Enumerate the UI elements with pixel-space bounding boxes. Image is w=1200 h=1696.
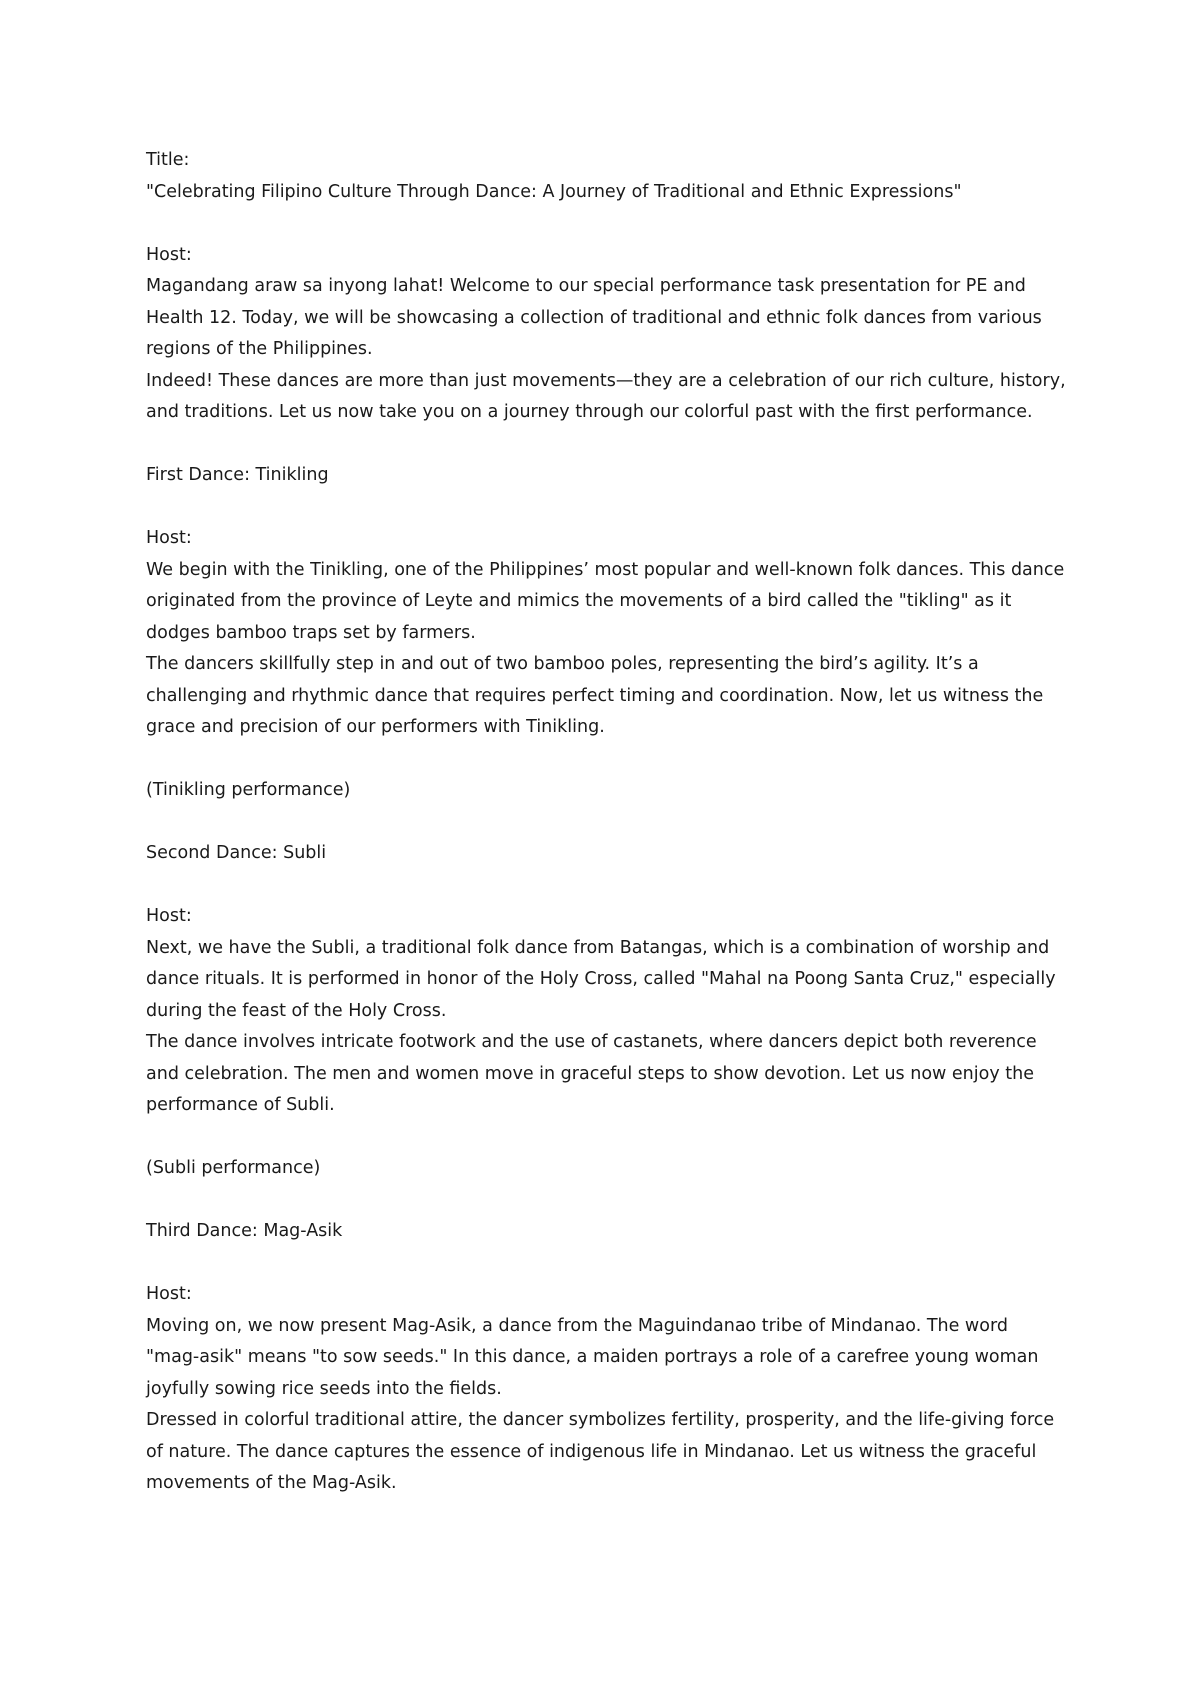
spacer [146,208,1066,240]
dance-heading-mag-asik: Third Dance: Mag-Asik [146,1221,343,1241]
subli-paragraph-1: Next, we have the Subli, a traditional folk dance from Batangas, which is a combination of worship and dance rituals. It is performed in honor of the Holy Cross, called "Mahal na Poong Santa Cruz," especially during the feast of the Holy Cross. [146,937,1056,1021]
spacer [146,1122,1066,1154]
intro-paragraph-2: Indeed! These dances are more than just movements—they are a celebration of our rich culture, history, and traditions. Let us now take you on a journey through our colorful past with the first performance. [146,370,1066,422]
host-label: Host: [146,244,192,265]
title-label: Title: [146,150,190,170]
spacer [146,807,1066,839]
spacer [146,744,1066,776]
host-label: Host: [146,1284,192,1304]
spacer [146,1185,1066,1217]
spacer [146,870,1066,902]
document-body [146,145,1066,1500]
spacer [146,1248,1066,1280]
tinikling-paragraph-2: The dancers skillfully step in and out of two bamboo poles, representing the bird’s agility. It’s a challenging and rhythmic dance that requires perfect timing and coordination. Now, let us witness the grace and precision of our performers with Tinikling. [146,654,1044,737]
performance-note-tinikling: (Tinikling performance) [146,780,351,800]
document-title: "Celebrating Filipino Culture Through Dance: A Journey of Traditional and Ethnic Expressions" [146,181,962,202]
mag-asik-paragraph-2: Dressed in colorful traditional attire, the dancer symbolizes fertility, prosperity, and the life-giving force of nature. The dance captures the essence of indigenous life in Mindanao. Let us witness the graceful movements of the Mag-Asik. [146,1410,1055,1493]
mag-asik-paragraph-1: Moving on, we now present Mag-Asik, a dance from the Maguindanao tribe of Mindanao. The word "mag-asik" means "to sow seeds." In this dance, a maiden portrays a role of a carefree young woman joyfully sowing rice seeds into the fields. [146,1315,1039,1399]
spacer [146,429,1066,461]
tinikling-paragraph-1: We begin with the Tinikling, one of the Philippines’ most popular and well-known folk dances. This dance originated from the province of Leyte and mimics the movements of a bird called the "tikling" as it dodges bamboo traps set by farmers. [146,559,1065,643]
host-label: Host: [146,906,192,926]
dance-heading-subli: Second Dance: Subli [146,843,327,863]
subli-paragraph-2: The dance involves intricate footwork and the use of castanets, where dancers depict both reverence and celebration. The men and women move in graceful steps to show devotion. Let us now enjoy the performance of Subli. [146,1032,1037,1115]
performance-note-subli: (Subli performance) [146,1158,321,1178]
spacer [146,492,1066,524]
host-label: Host: [146,528,192,548]
intro-paragraph-1: Magandang araw sa inyong lahat! Welcome to our special performance task presentation for PE and Health 12. Today, we will be showcasing a collection of traditional and ethnic folk dances from various regions of the Philippines. [146,276,1042,359]
dance-heading-tinikling: First Dance: Tinikling [146,465,329,485]
